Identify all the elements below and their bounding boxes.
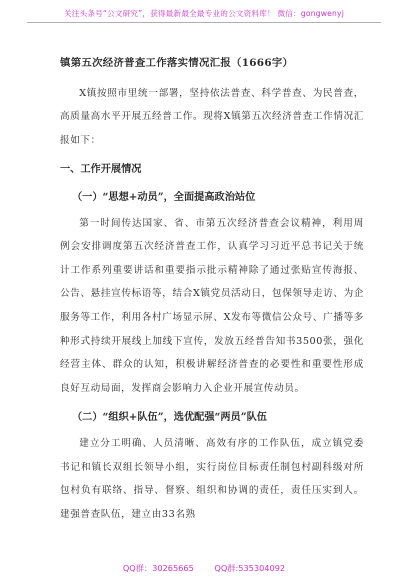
subsection-paragraph-1: 第一时间传达国家、省、市第五次经济普查会议精神，利用周例会安排调度第五次经济普查工作，认真学习习近平总书记关于统计工作系列重要讲话和重要指示批示精神除了通过张贴宣传海报、公告、悬挂宣传标语等，结合X镇党员活动日，包保领导走访、为企服务等工作，利用各村广场显示屏、X发布等微信公众号、广播等多种形式持续开展线上加线下宣传，发放五经普告知书3500张，强化经营主体、群众的认知，积极讲解经济普查的必要性和重要性形成良好互动局面，发挥商会影响力入企业开展宣传动员。 — [60, 217, 364, 394]
intro-paragraph: X镇按照市里统一部署，坚持依法普查、科学普查、为民普查，高质量高水平开展五经普工作。现将X镇第五次经济普查工作情况汇报如下： — [60, 87, 364, 146]
qq-group-1: QQ群：30265665 — [122, 563, 194, 573]
subsection-paragraph-2: 建立分工明确、人员清晰、高效有序的工作队伍，成立镇党委书记和镇长双组长领导小组，实行岗位目标责任制包村副科级对所包村负有联络、指导、督察、组织和协调的责任，责任压实到人。建强普查队伍，建立由33名熟 — [60, 437, 364, 520]
subsection-heading-2: （二）“组织+队伍”，选优配强“两员”队伍 — [72, 411, 267, 424]
qq-group-2: QQ群:535304092 — [214, 563, 286, 573]
section-heading: 一、工作开展情况 — [60, 164, 142, 176]
footer-contacts — [0, 563, 408, 574]
subsection-heading-1: （一）“思想+动员”，全面提高政治站位 — [72, 190, 256, 203]
top-banner: 关注头条号“公文研究”，获得最新最全最专业的公文资料库！ 微信：gongwenyj — [63, 9, 345, 18]
document-body — [60, 52, 364, 526]
banner-divider — [27, 22, 381, 23]
document-title: 镇第五次经济普查工作落实情况汇报（1666字） — [60, 57, 294, 69]
